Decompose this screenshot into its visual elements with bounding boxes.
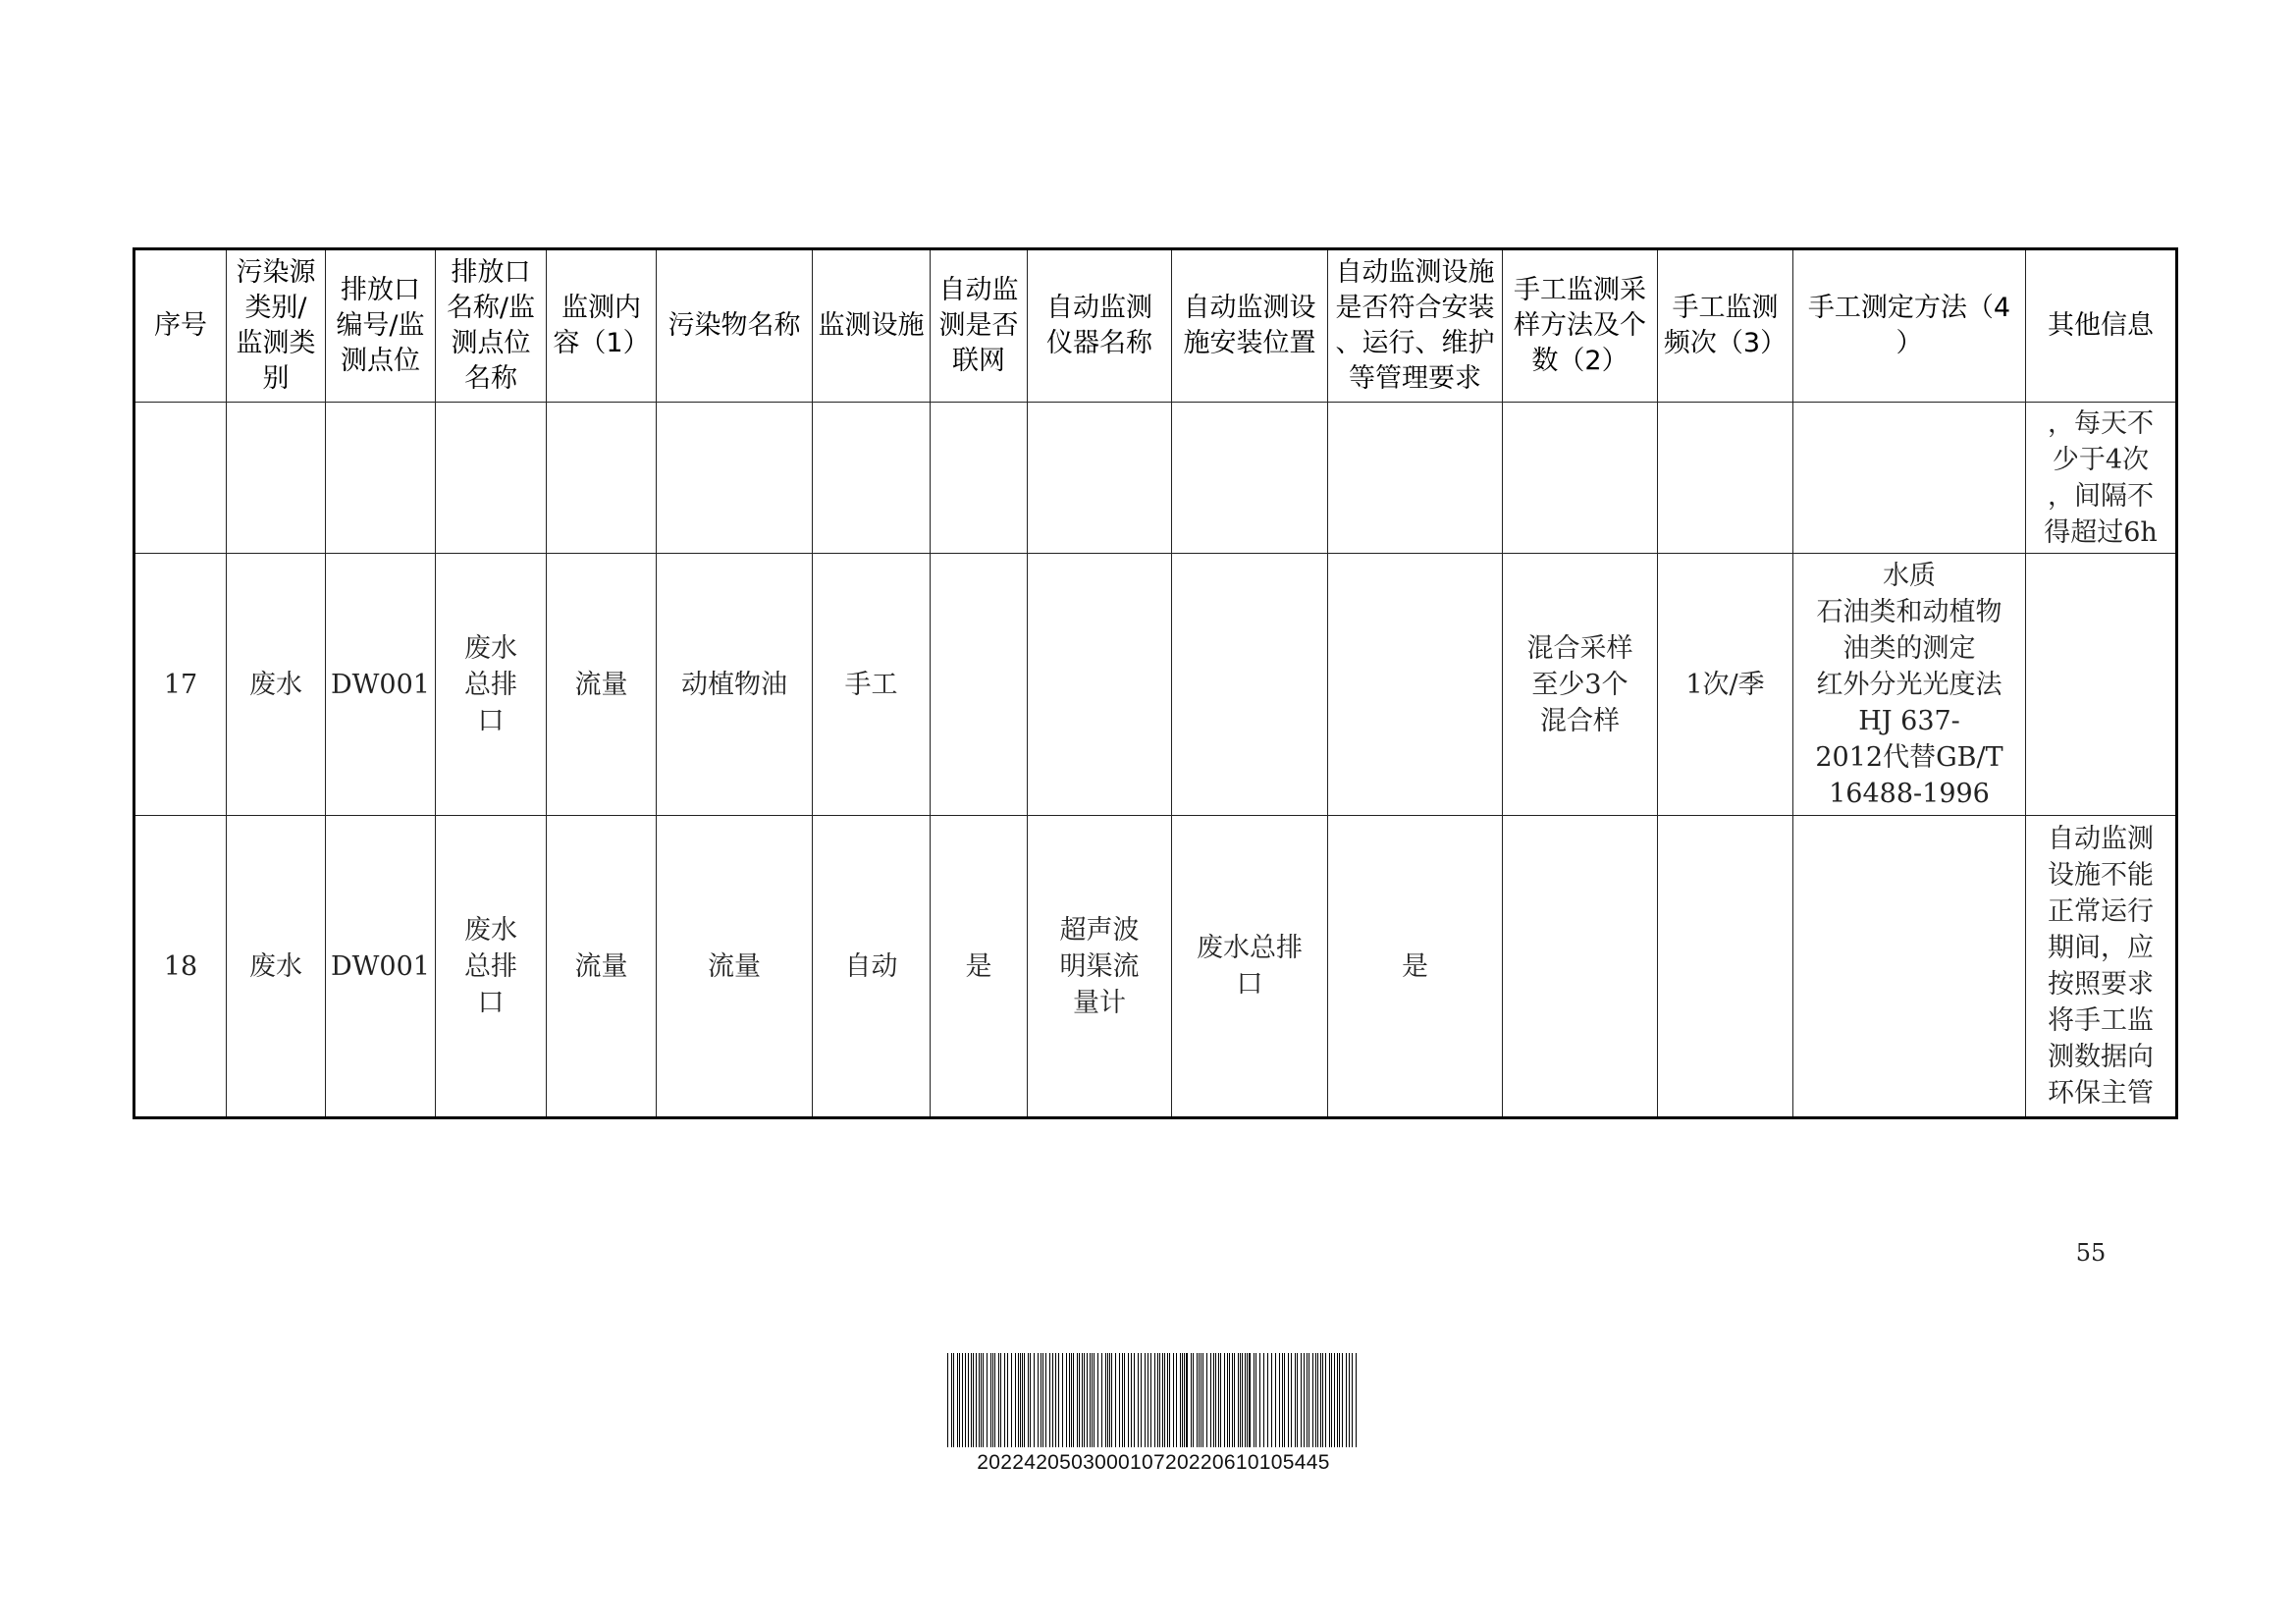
cell-compliance: [1328, 403, 1503, 554]
barcode-bar: [1145, 1353, 1146, 1447]
barcode-bar: [1049, 1353, 1050, 1447]
barcode-bar: [1124, 1353, 1125, 1447]
barcode-bar: [1291, 1353, 1292, 1447]
header-index: 序号: [134, 249, 227, 403]
barcode-bar: [1312, 1353, 1313, 1447]
cell-sampling-method: 混合采样 至少3个 混合样: [1503, 554, 1658, 816]
header-pollutant: 污染物名称: [657, 249, 813, 403]
cell-index: 18: [134, 816, 227, 1118]
cell-other-info: ，每天不 少于4次 ，间隔不 得超过6h: [2026, 403, 2177, 554]
monitoring-table: [133, 247, 2178, 1119]
barcode-bar: [1034, 1353, 1035, 1447]
cell-outlet-name: 废水 总排 口: [436, 816, 547, 1118]
barcode-bar: [1082, 1353, 1083, 1447]
cell-pollutant: 动植物油: [657, 554, 813, 816]
cell-frequency: 1次/季: [1658, 554, 1793, 816]
barcode-bar: [1073, 1353, 1074, 1447]
cell-method: 水质 石油类和动植物 油类的测定 红外分光光度法 HJ 637- 2012代替GB/T 16488-1996: [1793, 554, 2026, 816]
cell-outlet-id: [326, 403, 436, 554]
barcode-bar: [962, 1353, 963, 1447]
barcode-bar: [965, 1353, 966, 1447]
barcode-bar: [953, 1353, 954, 1447]
header-other-info: 其他信息: [2026, 249, 2177, 403]
barcode-bar: [1101, 1353, 1102, 1447]
barcode-bar: [1055, 1353, 1056, 1447]
barcode-bar: [1307, 1353, 1308, 1447]
barcode-bar: [1227, 1353, 1228, 1447]
barcode-bar: [1024, 1353, 1025, 1447]
cell-outlet-id: DW001: [326, 816, 436, 1118]
barcode-bar: [1028, 1353, 1029, 1447]
barcode-bar: [1259, 1353, 1260, 1447]
barcode-bar: [1138, 1353, 1139, 1447]
barcode-bar: [1242, 1353, 1243, 1447]
barcode-number: 202242050300010720220610105445: [977, 1451, 1330, 1474]
barcode-bar: [1329, 1353, 1330, 1447]
cell-install-location: [1172, 554, 1328, 816]
barcode-bar: [1247, 1353, 1248, 1447]
barcode-bar: [973, 1353, 974, 1447]
barcode-bar: [1295, 1353, 1296, 1447]
cell-compliance: 是: [1328, 816, 1503, 1118]
barcode-bar: [1297, 1353, 1298, 1447]
barcode-bar: [959, 1353, 960, 1447]
barcode-bar: [1232, 1353, 1233, 1447]
cell-pollutant: 流量: [657, 816, 813, 1118]
cell-compliance: [1328, 554, 1503, 816]
barcode-bar: [1197, 1353, 1198, 1447]
cell-source-type: [227, 403, 326, 554]
table-row: [134, 403, 2177, 554]
cell-pollutant: [657, 403, 813, 554]
barcode-bar: [1000, 1353, 1001, 1447]
barcode-bar: [994, 1353, 995, 1447]
barcode-bar: [1045, 1353, 1046, 1447]
barcode-bar: [987, 1353, 988, 1447]
barcode-bar: [1069, 1353, 1070, 1447]
barcode-bar: [1058, 1353, 1059, 1447]
cell-index: [134, 403, 227, 554]
barcode-bar: [981, 1353, 982, 1447]
barcode-bar: [1109, 1353, 1110, 1447]
header-install-location: 自动监测设 施安装位置: [1172, 249, 1328, 403]
barcode-bar: [1097, 1353, 1098, 1447]
barcode-bar: [1141, 1353, 1142, 1447]
cell-facility: [813, 403, 931, 554]
barcode-bar: [1210, 1353, 1211, 1447]
barcode-bar: [1094, 1353, 1095, 1447]
cell-sampling-method: [1503, 403, 1658, 554]
header-outlet-id: 排放口 编号/监 测点位: [326, 249, 436, 403]
header-source-type: 污染源 类别/ 监测类 别: [227, 249, 326, 403]
barcode-bar: [1234, 1353, 1235, 1447]
barcode-bar: [998, 1353, 999, 1447]
barcode-bar: [957, 1353, 958, 1447]
barcode-bar: [1020, 1353, 1021, 1447]
cell-source-type: 废水: [227, 816, 326, 1118]
barcode-bar: [1284, 1353, 1285, 1447]
barcode-bar: [1346, 1353, 1347, 1447]
cell-instrument: [1028, 554, 1172, 816]
barcode-bar: [1220, 1353, 1221, 1447]
barcode-bar: [992, 1353, 993, 1447]
header-instrument: 自动监测 仪器名称: [1028, 249, 1172, 403]
barcode-bar: [983, 1353, 984, 1447]
barcode-bar: [951, 1353, 952, 1447]
cell-facility: 手工: [813, 554, 931, 816]
barcode-bars: [945, 1353, 1362, 1447]
cell-sampling-method: [1503, 816, 1658, 1118]
barcode-bar: [1169, 1353, 1170, 1447]
barcode-bar: [1111, 1353, 1112, 1447]
barcode-bar: [1022, 1353, 1023, 1447]
barcode-bar: [1288, 1353, 1289, 1447]
barcode-bar: [1004, 1353, 1005, 1447]
header-frequency: 手工监测 频次（3）: [1658, 249, 1793, 403]
cell-outlet-id: DW001: [326, 554, 436, 816]
barcode-bar: [1115, 1353, 1116, 1447]
barcode-bar: [1131, 1353, 1132, 1447]
barcode-bar: [1128, 1353, 1129, 1447]
barcode-bar: [1191, 1353, 1192, 1447]
header-facility: 监测设施: [813, 249, 931, 403]
barcode-bar: [1249, 1353, 1251, 1447]
barcode-bar: [1317, 1353, 1318, 1447]
barcode-bar: [976, 1353, 977, 1447]
barcode-bar: [1071, 1353, 1072, 1447]
cell-monitor-content: 流量: [547, 554, 657, 816]
barcode-bar: [1199, 1353, 1200, 1447]
barcode-bar: [979, 1353, 980, 1447]
header-row: [134, 249, 2177, 403]
barcode-bar: [1184, 1353, 1185, 1447]
header-monitor-content: 监测内 容（1）: [547, 249, 657, 403]
cell-instrument: [1028, 403, 1172, 554]
cell-networked: 是: [931, 816, 1028, 1118]
header-outlet-name: 排放口 名称/监 测点位 名称: [436, 249, 547, 403]
barcode-bar: [1339, 1353, 1340, 1447]
cell-install-location: [1172, 403, 1328, 554]
barcode-bar: [1159, 1353, 1160, 1447]
cell-method: [1793, 816, 2026, 1118]
barcode-bar: [1279, 1353, 1280, 1447]
barcode-bar: [1092, 1353, 1093, 1447]
barcode-bar: [947, 1353, 948, 1447]
cell-other-info: 自动监测 设施不能 正常运行 期间，应 按照要求 将手工监 测数据向 环保主管: [2026, 816, 2177, 1118]
cell-outlet-name: [436, 403, 547, 554]
cell-networked: [931, 554, 1028, 816]
barcode-bar: [1180, 1353, 1181, 1447]
header-method: 手工测定方法（4 ）: [1793, 249, 2026, 403]
barcode-bar: [1275, 1353, 1276, 1447]
barcode-bar: [1255, 1353, 1256, 1447]
cell-monitor-content: [547, 403, 657, 554]
barcode-bar: [1176, 1353, 1177, 1447]
barcode-bar: [1105, 1353, 1106, 1447]
barcode-bar: [1263, 1353, 1264, 1447]
header-sampling-method: 手工监测采 样方法及个 数（2）: [1503, 249, 1658, 403]
table-row: [134, 554, 2177, 816]
barcode-bar: [1322, 1353, 1323, 1447]
cell-networked: [931, 403, 1028, 554]
barcode-bar: [1308, 1353, 1309, 1447]
cell-install-location: 废水总排 口: [1172, 816, 1328, 1118]
barcode-bar: [1186, 1353, 1188, 1447]
cell-source-type: 废水: [227, 554, 326, 816]
barcode-bar: [1119, 1353, 1120, 1447]
barcode-bar: [1337, 1353, 1338, 1447]
table-row: [134, 816, 2177, 1118]
barcode-bar: [1304, 1353, 1305, 1447]
barcode-bar: [1356, 1353, 1357, 1447]
barcode-bar: [1173, 1353, 1174, 1447]
barcode-bar: [971, 1353, 972, 1447]
barcode-bar: [1301, 1353, 1302, 1447]
barcode-bar: [1271, 1353, 1272, 1447]
cell-frequency: [1658, 816, 1793, 1118]
barcode-bar: [1038, 1353, 1039, 1447]
barcode-bar: [1154, 1353, 1155, 1447]
barcode-bar: [1218, 1353, 1219, 1447]
barcode-bar: [1349, 1353, 1350, 1447]
barcode-bar: [1007, 1353, 1008, 1447]
cell-facility: 自动: [813, 816, 931, 1118]
barcode-bar: [1011, 1353, 1012, 1447]
barcode-bar: [1015, 1353, 1016, 1447]
barcode-bar: [968, 1353, 969, 1447]
barcode-bar: [1122, 1353, 1123, 1447]
barcode-bar: [1077, 1353, 1078, 1447]
barcode-bar: [1084, 1353, 1085, 1447]
barcode-bar: [1030, 1353, 1031, 1447]
barcode-bar: [1334, 1353, 1335, 1447]
barcode-bar: [1238, 1353, 1239, 1447]
barcode-bar: [1229, 1353, 1230, 1447]
page-number: 55: [2075, 1239, 2107, 1267]
barcode-bar: [1325, 1353, 1326, 1447]
cell-instrument: 超声波 明渠流 量计: [1028, 816, 1172, 1118]
barcode-bar: [1240, 1353, 1241, 1447]
barcode-bar: [1042, 1353, 1043, 1447]
barcode-bar: [1315, 1353, 1316, 1447]
barcode-bar: [1267, 1353, 1268, 1447]
barcode-bar: [990, 1353, 991, 1447]
barcode: [945, 1353, 1362, 1481]
cell-index: 17: [134, 554, 227, 816]
barcode-bar: [1062, 1353, 1063, 1447]
barcode-bar: [1018, 1353, 1019, 1447]
barcode-bar: [1282, 1353, 1283, 1447]
barcode-bar: [1245, 1353, 1246, 1447]
barcode-bar: [1167, 1353, 1168, 1447]
barcode-bar: [1320, 1353, 1321, 1447]
barcode-bar: [1157, 1353, 1158, 1447]
barcode-bar: [1162, 1353, 1163, 1447]
header-compliance: 自动监测设施 是否符合安装 、运行、维护 等管理要求: [1328, 249, 1503, 403]
barcode-bar: [1182, 1353, 1183, 1447]
barcode-bar: [1352, 1353, 1353, 1447]
barcode-bar: [1213, 1353, 1214, 1447]
barcode-bar: [1164, 1353, 1165, 1447]
barcode-bar: [1193, 1353, 1194, 1447]
barcode-bar: [1087, 1353, 1088, 1447]
cell-frequency: [1658, 403, 1793, 554]
barcode-bar: [1150, 1353, 1151, 1447]
cell-method: [1793, 403, 2026, 554]
header-networked: 自动监 测是否 联网: [931, 249, 1028, 403]
cell-outlet-name: 废水 总排 口: [436, 554, 547, 816]
barcode-bar: [1052, 1353, 1053, 1447]
cell-other-info: [2026, 554, 2177, 816]
barcode-bar: [1202, 1353, 1203, 1447]
barcode-bar: [1331, 1353, 1332, 1447]
barcode-bar: [1342, 1353, 1343, 1447]
barcode-bar: [1079, 1353, 1080, 1447]
barcode-bar: [1134, 1353, 1135, 1447]
barcode-bar: [1206, 1353, 1207, 1447]
barcode-bar: [1215, 1353, 1216, 1447]
barcode-bar: [1090, 1353, 1091, 1447]
barcode-bar: [1107, 1353, 1108, 1447]
barcode-bar: [1066, 1353, 1067, 1447]
barcode-bar: [1254, 1353, 1255, 1447]
barcode-bar: [1224, 1353, 1225, 1447]
cell-monitor-content: 流量: [547, 816, 657, 1118]
